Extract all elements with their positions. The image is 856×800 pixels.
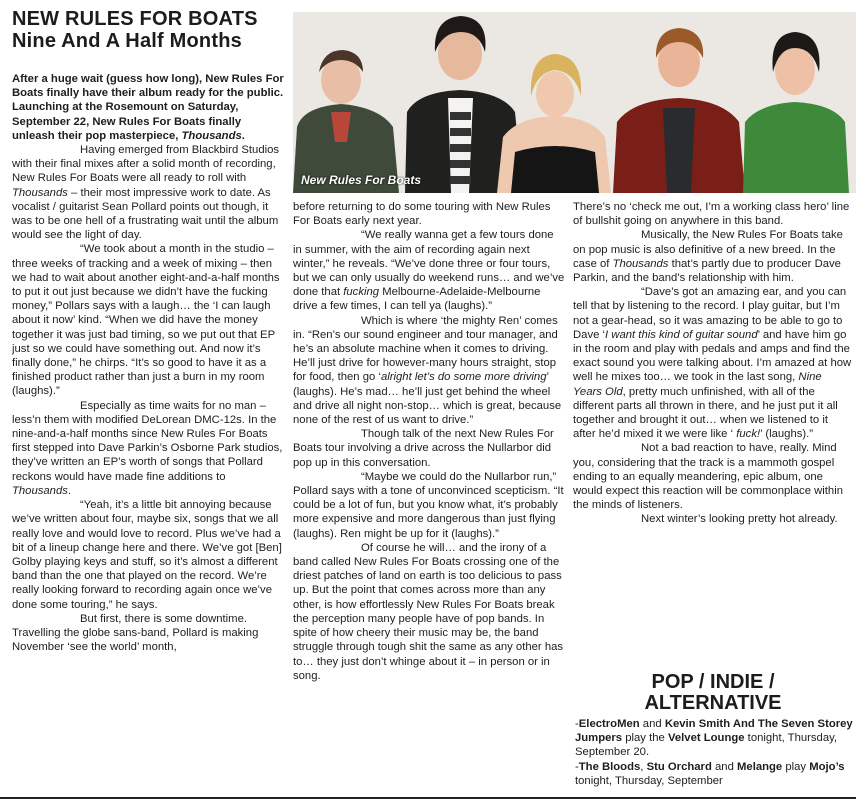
paragraph: Not a bad reaction to have, really. Mind you, considering that the track is a mammoth gospel ending to an equally meandering, epic album, one would expect this reaction will be commonplace within the minds of listeners. [573, 442, 844, 512]
listings-heading-line-2: ALTERNATIVE [644, 692, 782, 714]
paragraph: “Yeah, it’s a little bit annoying because we’ve written about four, maybe six, songs that we all really love and would love to record. Plus we’ve had a bit of a lineup change here and there. We’ve got [Ben] Golby playing keys and stuff, so it’s almost a different band than the one that played on the record. We’re really looking forward to recording again once we’ve done some touring,” he says. [12, 499, 282, 611]
listing-date: tonight, Thursday, September [575, 774, 723, 787]
intro-text-end: . [241, 129, 245, 142]
band-name: ElectroMen [578, 718, 640, 730]
paragraph: before returning to do some touring with New Rules For Boats early next year. [293, 201, 551, 228]
article-column-3 [573, 200, 853, 527]
article-intro [12, 72, 284, 143]
photo-caption: New Rules For Boats [301, 173, 422, 187]
listing-bullet: - [575, 718, 579, 730]
gig-listings [575, 717, 853, 788]
paragraph [573, 228, 853, 285]
band-name: Stu Orchard [646, 760, 712, 773]
paragraph-text: Musically, the New Rules For Boats take on pop music is also definitive of a new breed. In the case of [573, 229, 843, 270]
venue-name: Velvet Lounge [667, 732, 745, 745]
paragraph-text: Which is where ‘the mighty Ren’ comes in. “Ren’s our sound engineer and tour manager, and he’s an absolute machine when it comes to driving. He’ll just drive for however-many hours straight, stop for food, then go ‘ [293, 314, 558, 384]
paragraph-text: “We really wanna get a few tours done in summer, with the aim of recording again next winter,” he reveals. “We’ve done three or four tours, but we can only usually do weekend runs… and we’ve done that [293, 229, 565, 299]
paragraph: “Maybe we could do the Nullarbor run,” Pollard says with a tone of unconvinced scepticism. “It could be a lot of fun, but you know what, it’s probably more expensive and more dangerous than just flying (laughs). Ren might be up for it (laughs).” [293, 470, 564, 540]
listing-text: play the [622, 732, 668, 745]
emphasis: I want this kind of guitar sound [605, 328, 758, 341]
article-headline [12, 8, 292, 52]
emphasis: fucking [343, 286, 380, 299]
paragraph [12, 399, 284, 498]
band-photo [293, 12, 856, 193]
paragraph [293, 314, 565, 428]
band-photo-image [293, 12, 856, 193]
band-name: Melange [737, 760, 783, 773]
article-column-2 [293, 200, 565, 683]
page-bottom-rule [0, 797, 856, 799]
emphasis: alright let’s do some more driving [380, 371, 547, 384]
paragraph: “We took about a month in the studio – three weeks of tracking and a week of mixing – then we had to wait about another eight-and-a-half months to put it out just because we didn’t have the fucking money,” Pollars says with a laugh… the ‘I can laugh about it now’ kind. “When we did have the money together it was just bad timing, so we put out that EP just so we could have something out. And now it’s finally done,” he chirps. “It’s so good to have it as a finished product rather than just a burn in my room (laughs).” [12, 243, 280, 398]
band-name: The Bloods [578, 760, 641, 773]
listings-heading [573, 672, 853, 714]
paragraph-text: ’ and have him go in the room and play with pedals and amps and find the exact sound you were talking about. I’m amazed at how well he mixes too… we took in the last song, [573, 328, 852, 384]
paragraph-text: , pretty much unfinished, with all of the different parts all thrown in there, and he just put it all together and brought it out… when we listened to it after he’d mixed it we were like ‘ [573, 385, 838, 441]
article-column-1 [12, 72, 284, 654]
listing-text: and [639, 718, 665, 730]
listing-item [575, 717, 853, 760]
paragraph: There’s no ‘check me out, I’m a working class hero’ line of bullshit going on anywhere in this band. [573, 201, 850, 228]
listing-text: play [782, 760, 810, 773]
paragraph: Though talk of the next New Rules For Boats tour involving a drive across the Nullarbor did pop up in this conversation. [293, 428, 554, 469]
paragraph [573, 285, 853, 441]
intro-text: After a huge wait (guess how long), New Rules For Boats finally have their album ready for the public. Launching at the Rosemount on Saturday, September 22, New Rules For Boats finally unleash their pop masterpiece, [12, 73, 284, 142]
paragraph [293, 228, 565, 313]
paragraph-text: Having emerged from Blackbird Studios with their final mixes after a solid month of recording, New Rules For Boats were all ready to roll with [12, 144, 280, 185]
intro-album-title: Thousands [181, 129, 242, 142]
paragraph [12, 143, 284, 242]
paragraph: Next winter’s looking pretty hot already. [641, 513, 838, 526]
listing-text: , [640, 760, 647, 773]
headline-title: NEW RULES FOR BOATS [12, 8, 258, 30]
paragraph-text: that’s partly due to producer Dave Parkin, and the band’s relationship with him. [573, 257, 841, 285]
paragraph-text: – their most impressive work to date. As vocalist / guitarist Sean Pollard points out though, it was to be one hell of a frustrating wait until the album would see the light of day. [12, 186, 279, 242]
listing-text: and [711, 760, 737, 773]
venue-name: Mojo’s [809, 760, 845, 773]
album-title: Thousands [12, 186, 68, 199]
paragraph-text: “Dave’s got an amazing ear, and you can tell that by listening to the record. I play guitar, but I’m not a gear-head, so it was amazing to be able to go to Dave ‘ [573, 286, 847, 341]
listings-heading-line-1: POP / INDIE / [651, 671, 775, 693]
paragraph-text: . [67, 484, 72, 497]
album-title: Thousands [612, 257, 669, 270]
album-title: Thousands [12, 484, 68, 497]
paragraph-text: Melbourne-Adelaide-Melbourne drive a few times, I can tell ya (laughs).” [293, 286, 541, 313]
listing-date: tonight, Thursday, September 20. [575, 732, 838, 759]
band-name: Kevin Smith And The Seven Storey Jumpers [575, 718, 853, 745]
emphasis: fuck! [736, 428, 761, 441]
paragraph: Of course he will… and the irony of a band called New Rules For Boats crossing one of the driest patches of land on earth is too delicious to pass up. But the point that comes across more than any other, is how effortlessly New Rules For Boats break the perception many people have of pop bands. In spite of how cheery their music may be, the band struggle through tough shit the same as any other has to… they just don’t whinge about it – in person or in song. [293, 541, 564, 682]
song-title: Nine Years Old [573, 371, 822, 398]
paragraph-text: Especially as time waits for no man – less’n them with modified DeLorean DMC-12s. In the nine-and-a-half months since New Rules For Boats first stepped into Dave Parkin’s Osborne Park studios, they’ve written an EP’s worth of songs that Pollard reckons would have made fine additions to [12, 399, 283, 483]
paragraph: But first, there is some downtime. Travelling the globe sans-band, Pollard is making November ‘see the world’ month, [12, 612, 259, 654]
paragraph-text: ’ (laughs).” [760, 428, 814, 441]
headline-subtitle: Nine And A Half Months [12, 30, 242, 52]
listing-bullet: - [575, 760, 579, 773]
paragraph-text: ’ (laughs). He’s mad… he’ll just get behind the wheel and drive all night non-stop… which is great, because none of the rest of us want to drive.” [293, 371, 562, 427]
listing-item [575, 760, 853, 788]
